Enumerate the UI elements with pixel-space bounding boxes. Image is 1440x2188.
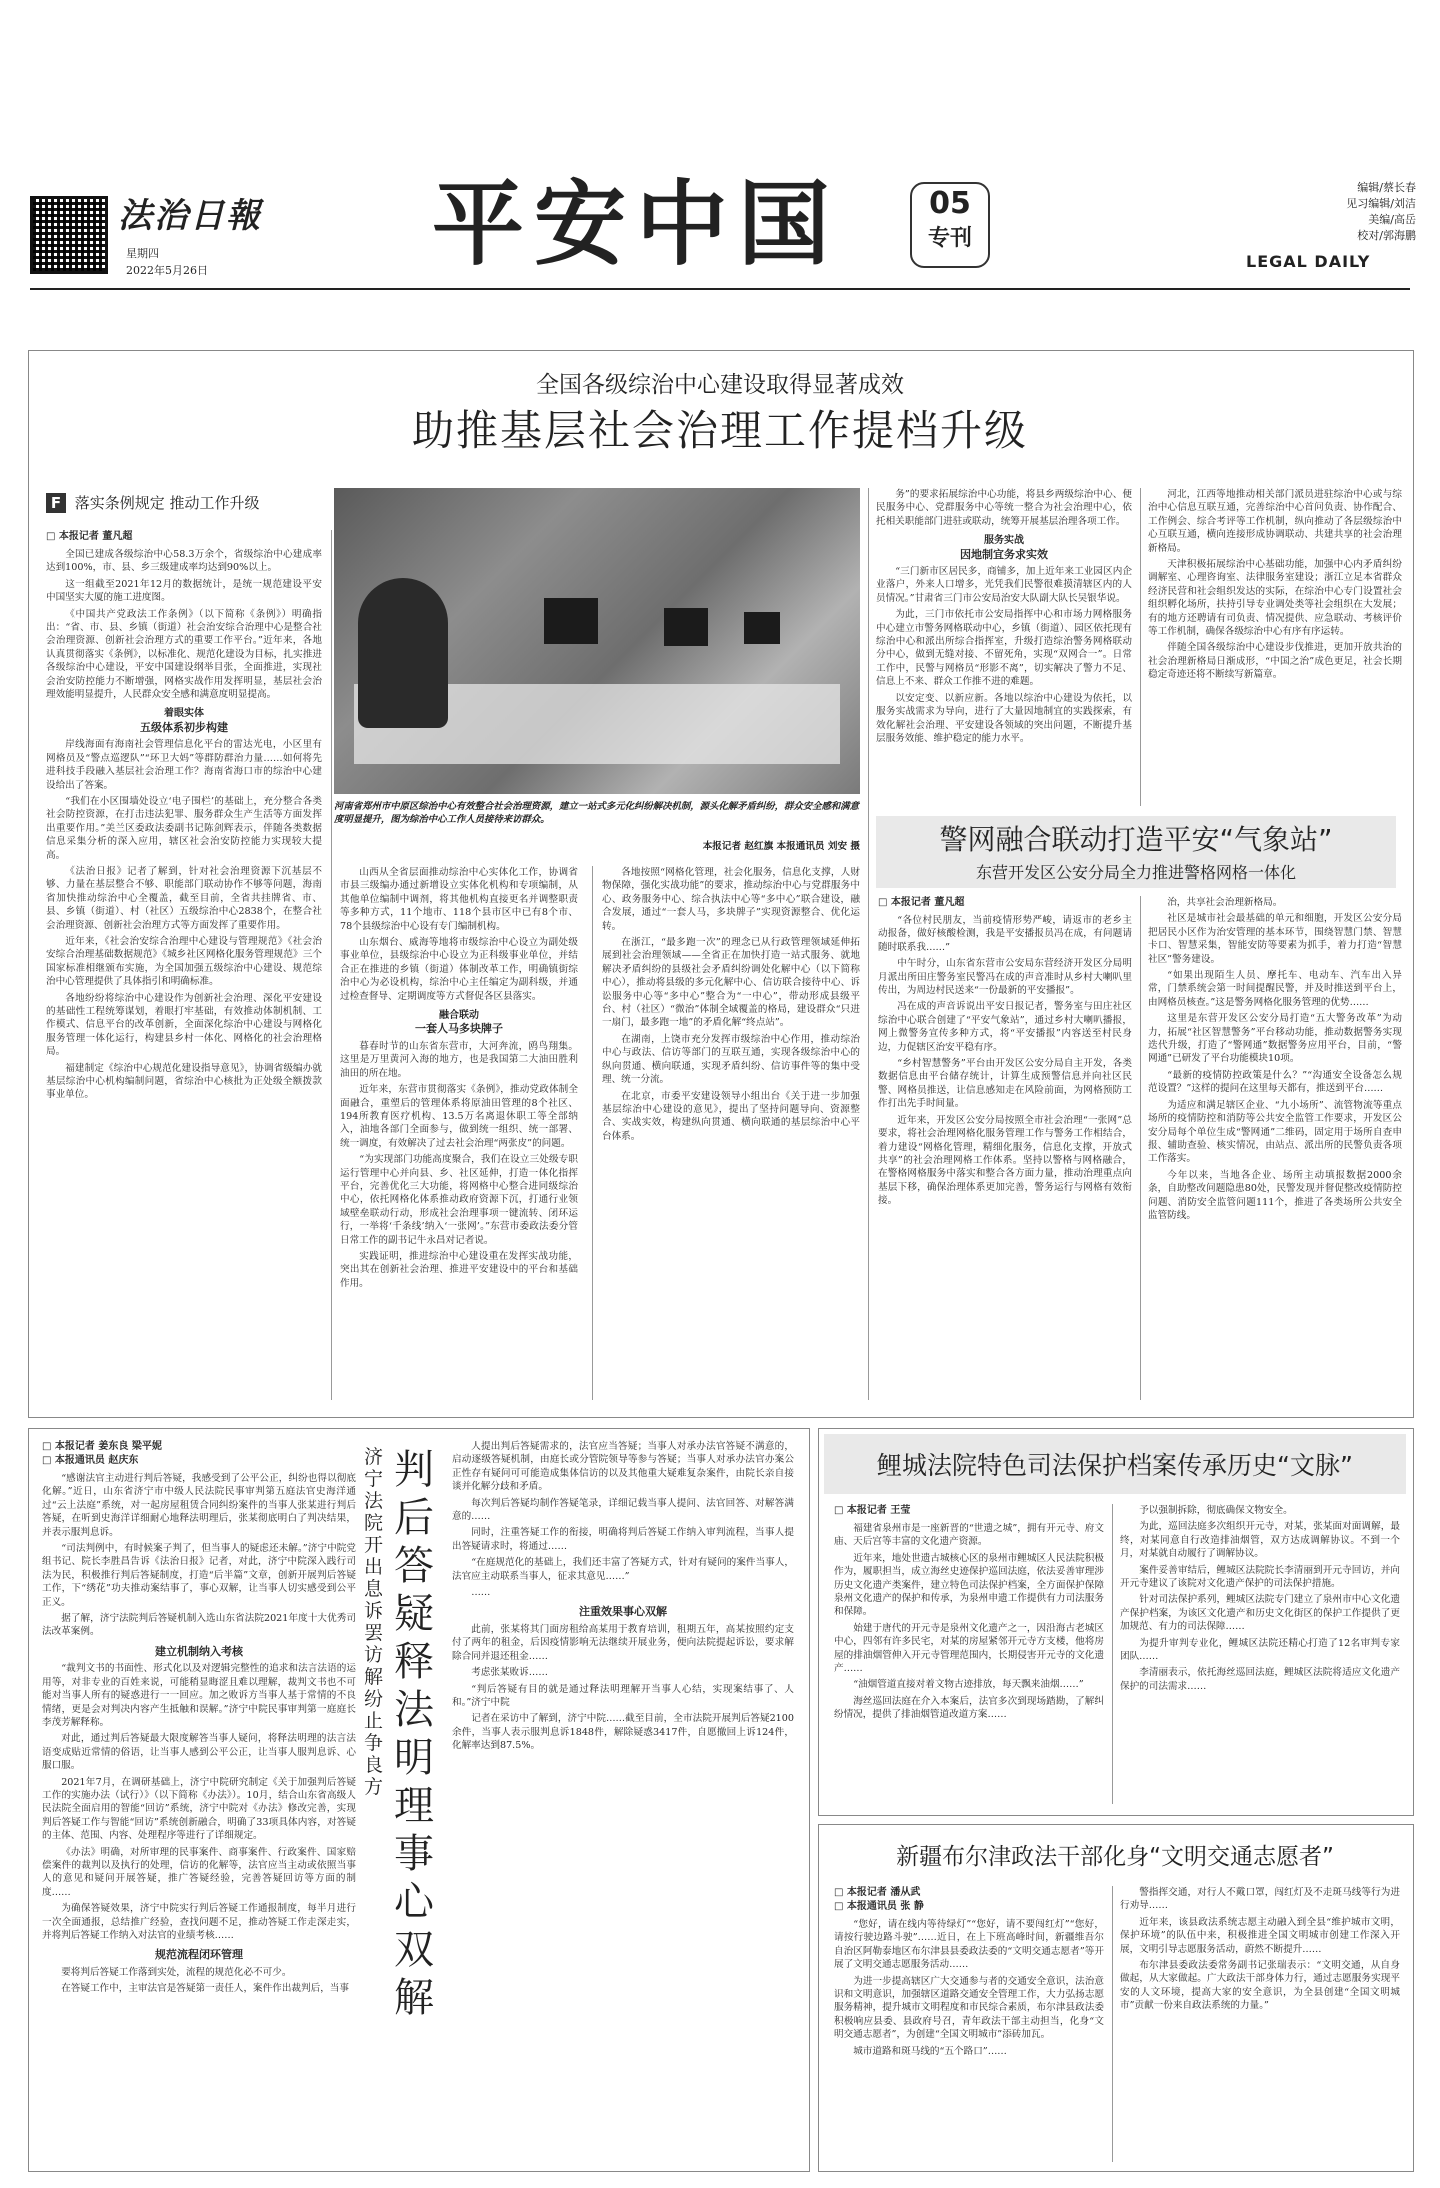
paragraph: “裁判文书的书面性、形式化以及对逻辑完整性的追求和法言法语的运用等，对非专业的百姓来说，可能稍显晦涩且难以理解，裁判文书也不可能对当事人所有的疑惑进行一一回应。加之败诉方当事人基于常情的不良情绪，更是会对判决内容产生抵触和误解。”济宁中院民事审判第一庭庭长李茂芳解释称。 xyxy=(42,1663,356,1728)
lead-kicker: 全国各级综治中心建设取得显著成效 xyxy=(536,372,904,398)
paragraph: 2021年7月，在调研基础上，济宁中院研究制定《关于加强判后答疑工作的实施办法（试行）》（以下简称《办法》）。10月，结合山东省高级人民法院全面启用的智能“回访”系统，济宁中院对《办法》修改完善，实现判后答疑工作与智能“回访”系统创新融合，明确了33项具体内容，对答疑的主体、范围、内容、处理程序等进行了详细规定。 xyxy=(42,1776,356,1842)
story2-subhead: 东营开发区公安分局全力推进警格网格一体化 xyxy=(975,863,1296,882)
paragraph: 《法治日报》记者了解到，针对社会治理资源下沉基层不够、力量在基层整合不够、职能部门联动协作不够等问题，海南省加快推动综治中心全覆盖，截至目前，全省共挂牌省、市、县、乡镇（街道）、村（社区）五级综治中心2838个，在整合社会治理资源、创新社会治理方式等方面发挥了重要作用。 xyxy=(46,865,322,931)
subhead: 注重效果事心双解 xyxy=(579,1605,667,1619)
page-number: 05 xyxy=(929,186,971,221)
page-type: 专刊 xyxy=(927,226,972,251)
paragraph: 近年来，该县政法系统志愿主动融入到全县“维护城市文明，保护环境”的队伍中来，积极推进全国文明城市创建工作深入开展，文明引导志愿服务活动，蔚然不断提升…… xyxy=(1120,1916,1400,1955)
paragraph: 在湖南，上饶市充分发挥市级综治中心作用，推动综治中心与政法、信访等部门的互联互通，实现各级综治中心的纵向贯通、横向联通，实现矛盾纠纷、信访事件等的集中受理、统一分流。 xyxy=(602,1033,860,1086)
paragraph: “三门新市区居民多，商铺多，加上近年来工业园区内企业落户，外来人口增多，光凭我们民警很难摸清辖区内的人员情况。”甘肃省三门市公安局治安大队副大队长吴银华说。 xyxy=(876,566,1132,604)
issue-date: 2022年5月26日 xyxy=(126,264,208,277)
story4-headline: 鲤城法院特色司法保护档案传承历史“文脉” xyxy=(877,1451,1353,1480)
paragraph: 警指挥交通，对行人不戴口罩，闯红灯及不走斑马线等行为进行劝导…… xyxy=(1120,1887,1400,1912)
paragraph: “为实现部门功能高度聚合，我们在设立三处级专职运行管理中心并向县、乡、社区延伸，打造一体化指挥平台，完善优化三大功能，将网格中心整合进同级综治中心，依托网格化体系推动政府资源下沉，打通行业领域壁垒联动行动，形成社会治理事项一键流转、闭环运行，一举将‘千条线’纳入‘一张网’。”东营市委政法委分管日常工作的副书记牛永昌对记者说。 xyxy=(340,1154,578,1246)
column-rule xyxy=(1112,1886,1113,2162)
paragraph: “最新的疫情防控政策是什么？”“沟通安全设备怎么规范设置？”这样的提问在这里每天都有，推送到平台…… xyxy=(1148,1069,1402,1095)
lead-column-3 xyxy=(602,866,860,1400)
paragraph: 以安定变、以新应新。各地以综治中心建设为依托，以服务实战需求为导向，进行了大量因地制宜的实践探索，有效化解社会治理、平安建设各领域的突出问题，不断提升基层服务效能、维护稳定的能力水平。 xyxy=(876,692,1132,744)
story5-headline: 新疆布尔津政法干部化身“文明交通志愿者” xyxy=(896,1844,1334,1870)
paragraph: “各位村民朋友，当前疫情形势严峻，请返市的老乡主动报备，做好核酸检测，我是平安播报员冯在成，有问题请随时联系我……” xyxy=(878,915,1132,953)
paragraph: 近年来，开发区公安分局按照全市社会治理“一张网”总要求，将社会治理网格化服务管理工作与警务工作相结合，着力建设“网格化管理，精细化服务，信息化支撑，开放式共享”的社会治理网格工作体系。坚持以警格与网格融合，在警格网格服务中落实和整合各方面力量，推动治理重点向基层下移，确保治理体系更加完善，警务运行与网格有效衔接。 xyxy=(878,1114,1132,1207)
paragraph: 福建制定《综治中心规范化建设指导意见》，协调省级编办就基层综治中心机构编制问题，省综治中心核批为正处级全额拨款事业单位。 xyxy=(46,1062,322,1101)
column-rule xyxy=(592,866,593,1400)
subhead: 一套人马多块牌子 xyxy=(415,1022,503,1036)
paragraph: 海丝巡回法庭在介入本案后，法官多次到现场踏勘，了解纠纷情况，提供了排油烟管道改道方案…… xyxy=(834,1695,1104,1721)
story5-column-2 xyxy=(1120,1886,1400,2162)
paragraph: 人提出判后答疑需求的，法官应当答疑；当事人对承办法官答疑不满意的，启动逐级答疑机制，由庭长或分管院领导等参与答疑；当事人对承办法官办案公正性存有疑问可可能造成集体信访的以及其他重大疑难复杂案件，由院长亲自接谈并化解分歧和矛盾。 xyxy=(452,1441,794,1493)
story4-column-2 xyxy=(1120,1504,1400,1804)
qr-code xyxy=(30,196,108,274)
column-rule xyxy=(868,488,869,1400)
column-rule xyxy=(1112,1504,1113,1804)
paragraph: “我们在小区围墙处设立‘电子围栏’的基础上，充分整合各类社会防控资源，在打击违法犯罪、服务群众生产生活等方面发挥出重要作用。”美兰区委政法委副书记陈剑辉表示，伴随各类数据信息采集分析的深入应用，辖区社会治安防控能力实现较大提高。 xyxy=(46,795,322,861)
paragraph: 为此，巡回法庭多次组织开元寺，对某，张某面对面调解，最终，对某同意自行改造排油烟管，双方达成调解协议。不到一个月，对某就自动履行了调解协议。 xyxy=(1120,1521,1400,1560)
column-rule xyxy=(1140,488,1141,806)
paragraph: “在庭规范化的基础上，我们还丰富了答疑方式，针对有疑问的案件当事人，法官应主动联系当事人，征求其意见……” xyxy=(452,1557,794,1582)
paragraph: 河北，江西等地推动相关部门派员进驻综治中心或与综治中心信息互联互通，完善综治中心首问负责、协作配合、工作例会、综合考评等工作机制，纵向推动了各层级综治中心互联互通，横向连接形成协调联动、共建共享的社会治理新格局。 xyxy=(1148,489,1402,554)
monitor xyxy=(744,612,780,644)
paper-name: 法治日報 xyxy=(118,196,262,236)
paragraph: 天津积极拓展综治中心基础功能，加强中心内矛盾纠纷调解室、心理咨询室、法律服务室建设；浙江立足本省群众经济民营和社会组织发达的实际，在综治中心专门设置社会组织孵化场所，扶持引导专业调处类等社会组织在大发展；有的地方还聘请有司负责、情况提供、应急联动、考核评价等工作机制，确保各级综治中心有序有序运转。 xyxy=(1148,559,1402,638)
paragraph: 予以强制拆除，彻底确保文物安全。 xyxy=(1139,1505,1293,1516)
paragraph: 这里是东营开发区公安分局打造“五大警务改革”为动力，拓展“社区智慧警务”平台移动功能，推动数据警务实现迭代升级，打造了“警网通”数据警务应用平台，目前，“警网通”已研发了平台功能模块10项。 xyxy=(1148,1013,1402,1065)
paragraph: 针对司法保护系列，鲤城区法院专门建立了泉州市中心文化遗产保护档案，为该区文化遗产和历史文化街区的保护工作提供了更加规范、有力的司法保障…… xyxy=(1120,1594,1400,1633)
lead-column-4 xyxy=(876,488,1132,806)
weekday: 星期四 xyxy=(126,247,159,260)
paragraph: “判后答疑有目的就是通过释法明理解开当事人心结，实现案结事了、人和。”济宁中院 xyxy=(452,1683,794,1708)
paragraph: 山西从全省层面推动综治中心实体化工作，协调省市县三级编办通过新增设立实体化机构和专项编制，从其他单位编制中调剂，将其他机构直接更名并调整职责等多种方式，11个地市、118个县市区中已有8个市、78个县级综治中心设有专门编制机构。 xyxy=(340,867,578,932)
paragraph: 福建省泉州市是一座新晋的“世遗之城”，拥有开元寺、府文庙、天后宫等丰富的文化遗产资源。 xyxy=(834,1523,1104,1548)
paragraph: 这一组截至2021年12月的数据统计，是统一规范建设平安中国坚实大厦的施工进度图。 xyxy=(46,578,322,604)
story3-byline-2: □ 本报通讯员 赵庆东 xyxy=(42,1455,139,1466)
lead-byline: □ 本报记者 董凡超 xyxy=(46,531,133,542)
paragraph: 山东烟台、威海等地将市级综治中心设立为副处级事业单位，县级综治中心设立为正科级事业单位，并结合正在推进的乡镇（街道）体制改革工作，明确镇街综治中心为必设机构，综治中心主任编定为副科级，并通过检查督导、定期调度等方式督促各区县落实。 xyxy=(340,937,578,1002)
story3-headline: 判后答疑释法明理事心双解 xyxy=(394,1447,434,2021)
paragraph: 李清丽表示，依托海丝巡回法庭，鲤城区法院将适应文化遗产保护的司法需求…… xyxy=(1120,1667,1400,1692)
paragraph: “如果出现陌生人员、摩托车、电动车、汽车出入异常，门禁系统会第一时间提醒民警，并及时推送到平台上，由网格员核查。”这是警务网格化服务管理的优势…… xyxy=(1148,970,1402,1008)
trainee-editor: 见习编辑/刘洁 xyxy=(1346,197,1416,210)
story3-subhead: 济宁法院开出息诉罢访解纷止争良方 xyxy=(364,1446,384,1798)
paragraph: 《中国共产党政法工作条例》（以下简称《条例》）明确指出：“省、市、县、乡镇（街道）社会治安综合治理中心是整合社会治理资源、创新社会治理方式的重要工作平台。”近年来，各地认真贯彻落实《条例》，以标准化、规范化建设为目标，扎实推进各级综治中心建设，平安中国建设纲举目张，全面推进，实现社会治安防控能力不断增强，网格实战作用发挥明显，基层社会治理效能明显提升，人民群众安全感和满意度明显提高。 xyxy=(46,608,322,701)
paragraph: 为确保答疑效果，济宁中院实行判后答疑工作通报制度，每半月进行一次全面通报，总结推广经验，查找问题不足，推动答疑工作走深走实，并将判后答疑工作纳入对法官的业绩考核…… xyxy=(42,1903,356,1941)
story4-column-1 xyxy=(834,1504,1104,1804)
art-editor: 美编/高岳 xyxy=(1368,213,1416,226)
subhead: 规范流程闭环管理 xyxy=(155,1948,243,1962)
paragraph: “油烟管道直接对着文物古迹排放，每天飘来油烟……” xyxy=(853,1679,1084,1691)
lead-column-5 xyxy=(1148,488,1402,806)
lead-headline: 助推基层社会治理工作提档升级 xyxy=(411,406,1028,455)
paragraph: 城市道路和斑马线的“五个路口”…… xyxy=(853,2045,1007,2057)
paragraph: 案件妥善审结后，鲤城区法院院长李清丽到开元寺回访，并向开元寺建议了该院对文化遗产保护的司法保护措施。 xyxy=(1120,1564,1400,1590)
subhead-kicker: 融合联动 xyxy=(439,1010,479,1022)
subhead: 五级体系初步构建 xyxy=(140,720,228,734)
paragraph: 每次判后答疑均制作答疑笔录，详细记载当事人提问、法官回答、对解答满意的…… xyxy=(452,1497,794,1523)
paragraph: 对此，通过判后答疑最大限度解答当事人疑问，将释法明理的法言法语变成贴近常情的俗语，让当事人感到公平公正，让当事人服判息诉、心服口服。 xyxy=(42,1733,356,1772)
paragraph: 中午时分，山东省东营市公安局东营经济开发区分局明月派出所田庄警务室民警冯在成的声音准时从乡村大喇叭里传出，为周边村民送来“一份最新的平安播报”。 xyxy=(878,958,1132,997)
subhead: 因地制宜务求实效 xyxy=(960,547,1048,561)
paragraph: 各地纷纷将综治中心建设作为创新社会治理、深化平安建设的基础性工程统筹谋划，着眼打牢基础，有效推动体制机制、工作模式、信息平台的改革创新，全面深化综治中心建设与网格化服务管理一体化运行，构建县乡村一体化、网格化的社会治理格局。 xyxy=(46,992,322,1058)
subhead: 建立机制纳入考核 xyxy=(155,1644,243,1658)
english-name: LEGAL DAILY xyxy=(1246,252,1371,271)
lead-column-1 xyxy=(46,530,322,1400)
paragraph: 为提升审判专业化，鲤城区法院还精心打造了12名审判专家团队…… xyxy=(1120,1637,1400,1663)
photo-caption: 河南省郑州市中原区综治中心有效整合社会治理资源，建立一站式多元化纠纷解决机制，源头化解矛盾纠纷，群众安全感和满意度明显提升，图为综治中心工作人员接待来访群众。 xyxy=(334,801,860,825)
section-label-text: 落实条例规定 推动工作升级 xyxy=(74,494,260,512)
paragraph: 为适应和满足辖区企业、“九小场所”、流管物流等重点场所的疫情防控和消防等公共安全监管工作要求，开发区公安分局每个单位生成“警网通”二维码，固定用于场所自查申报、辅助查验、核实情况，由站点、派出所的民警负责各项工作落实。 xyxy=(1148,1099,1402,1165)
paragraph: 社区是城市社会最基础的单元和细胞，开发区公安分局把居民小区作为治安管理的基本环节，围绕智慧门禁、智慧卡口、智慧采集，智能安防等要素为抓手，着力打造“智慧社区”警务建设。 xyxy=(1148,913,1402,965)
paragraph: 要将判后答疑工作落到实处，流程的规范化必不可少。 xyxy=(61,1966,292,1978)
story3-byline-1: □ 本报记者 姜东良 梁平妮 xyxy=(42,1441,162,1452)
proofreader: 校对/郭海鹏 xyxy=(1357,229,1416,242)
story2-headline: 警网融合联动打造平安“气象站” xyxy=(939,823,1333,856)
paragraph: 近年来，《社会治安综合治理中心建设与管理规范》《社会治安综合治理基础数据规范》《城乡社区网格化服务管理规范》三个国家标准相继颁布实施，为全国加强五级综治中心建设、规范综治中心管理提供了具体指引和明确标准。 xyxy=(46,935,322,988)
paragraph: 务”的要求拓展综治中心功能，将县乡两级综治中心、便民服务中心、党群服务中心等统一整合为社会治理中心，依托相关职能部门进驻或联动，统筹开展基层治理各项工作。 xyxy=(876,489,1132,527)
story4-byline: □ 本报记者 王莹 xyxy=(834,1505,911,1516)
section-label-icon: F xyxy=(46,493,66,513)
paragraph: 今年以来，当地各企业、场所主动填报数据2000余条，自助整改问题隐患80处，民警发现并督促整改疫情防控问题、消防安全监管问题111个，推进了各类场所公共安全监管防线。 xyxy=(1148,1169,1402,1221)
subhead-kicker: 服务实战 xyxy=(984,535,1024,547)
photo-credit: 本报记者 赵红旗 本报通讯员 刘安 摄 xyxy=(702,841,860,852)
column-rule xyxy=(1140,896,1141,1400)
paragraph: …… xyxy=(471,1587,491,1599)
paragraph: 据了解，济宁法院判后答疑机制入选山东省法院2021年度十大优秀司法改革案例。 xyxy=(42,1613,356,1638)
editor: 编辑/蔡长春 xyxy=(1357,181,1416,194)
story2-byline: □ 本报记者 董凡超 xyxy=(878,897,965,908)
paragraph: 同时，注重答疑工作的衔接，明确将判后答疑工作纳入审判流程，当事人提出答疑请求时，将通过…… xyxy=(452,1527,794,1552)
section-label xyxy=(46,492,260,513)
paragraph: 近年来，东营市贯彻落实《条例》，推动党政体制全面融合，重塑后的管理体系将原油田管理的8个社区、194所教育医疗机构、13.5万名离退休职工等全部纳入，油地各部门全面参与，做到统一组织、统一部署、统一调度，有效解决了过去社会治理“两张皮”的问题。 xyxy=(340,1084,578,1149)
paragraph: 岸线海面有海南社会管理信息化平台的雷达光电，小区里有网格员及“警点巡逻队”“环卫大妈”等群防群治力量……如何将先进科技手段融入基层社会治理工作？海南省海口市的综治中心建设给出了答案。 xyxy=(46,739,322,791)
story3-column-2 xyxy=(452,1440,794,2160)
paragraph: 治，共享社会治理新格局。 xyxy=(1167,897,1283,908)
paragraph: 全国已建成各级综治中心58.3万余个，省级综治中心建成率达到100%，市、县、乡三级建成率均达到90%以上。 xyxy=(46,549,322,574)
editor-credits xyxy=(1316,180,1416,244)
paragraph: “司法判例中，有时候案子判了，但当事人的疑虑还未解。”济宁中院党组书记、院长李胜昌告诉《法治日报》记者，对此，济宁中院深入践行司法为民，积极推行判后答疑制度，打造“后半篇”文章，创新开展判后答疑工作，下“绣花”功夫推动案结事了，事心双解，让当事人切实感受到公平正义。 xyxy=(42,1543,356,1608)
paragraph: 为此，三门市依托市公安局指挥中心和市场力网格服务中心建立市警务网格联动中心，乡镇（街道）、园区依托现有综治中心和派出所综合指挥室，升级打造综治警务网格联动分中心，做到无缝对接、不留死角，实现“双网合一”。日常工作中，民警与网格员“形影不离”，切实解决了警力不足、信息上不来、群众工作推不进的难题。 xyxy=(876,609,1132,688)
paragraph: 实践证明，推进综治中心建设重在发挥实战功能，突出其在创新社会治理、推进平安建设中的平台和基础作用。 xyxy=(340,1250,578,1289)
lead-column-2 xyxy=(340,866,578,1400)
story2-column-2 xyxy=(1148,896,1402,1400)
section-title: 平安中国 xyxy=(432,171,841,278)
paragraph: 近年来，地处世遗古城核心区的泉州市鲤城区人民法院积极作为，履职担当，成立海丝史迹保护巡回法庭，依法妥善审理涉历史文化遗产类案件，建立特色司法保护档案，全方面保护保障泉州文化遗产的保护和传承，为泉州申遗工作提供有力司法服务和保障。 xyxy=(834,1552,1104,1618)
story5-byline-1: □ 本报记者 潘从武 xyxy=(834,1887,921,1898)
paragraph: 在答疑工作中，主审法官是答疑第一责任人，案件作出裁判后，当事 xyxy=(61,1983,349,1995)
subhead-kicker: 着眼实体 xyxy=(164,708,204,720)
paragraph: “您好，请在线内等待绿灯”“您好，请不要闯红灯”“您好，请按行驶边路斗驶”……近日，在上下班高峰时间，新疆维吾尔自治区阿勒泰地区布尔津县县委政法委的“文明交通志愿者”等开展了文明交通志愿服务活动…… xyxy=(834,1919,1104,1971)
paragraph: “感谢法官主动进行判后答疑，我感受到了公平公正，纠纷也得以彻底化解。”近日，山东省济宁市中级人民法院民事审判第五庭法官史海洋通过“云上法庭”系统，对一起房屋租赁合同纠纷案件的当事人张某进行判后答疑，在听到史海洋详细耐心地释法明理后，张某彻底明白了判决结果，并表示服判息诉。 xyxy=(42,1473,356,1538)
monitor xyxy=(544,598,598,644)
paragraph: 布尔津县委政法委常务副书记张瑞表示：“文明交通，从自身做起，从大家做起。广大政法干部身体力行，通过志愿服务实现平安的人文环境，提高大家的安全意识，为全县创建“全国文明城市”贡献一份来自政法系统的力量。” xyxy=(1120,1960,1400,2012)
news-photo xyxy=(334,488,860,794)
story2-column-1 xyxy=(878,896,1132,1400)
paragraph: 此前，张某将其门面房租给高某用于教育培训，租期五年，高某按照约定支付了两年的租金，后因疫情影响无法继续开展业务，便向法院提起诉讼，要求解除合同并退还租金…… xyxy=(452,1623,794,1662)
paragraph: 伴随全国各级综治中心建设步伐推进，更加开放共治的社会治理新格局日渐成形，“中国之治”成色更足，社会长期稳定奇迹还将不断续写新篇章。 xyxy=(1148,642,1402,681)
paragraph: 为进一步提高辖区广大交通参与者的交通安全意识，法治意识和文明意识，加强辖区道路交通安全管理工作，大力弘扬志愿服务精神，提升城市文明程度和市民综合素质，布尔津县政法委积极响应县委、县政府号召，青年政法干部主动担当，化身“文明交通志愿者”，为创建“全国文明城市”添砖加瓦。 xyxy=(834,1975,1104,2041)
paragraph: 在浙江，“最多跑一次”的理念已从行政管理领域延伸拓展到社会治理领域——全省正在加快打造一站式服务、就地解决矛盾纠纷的县级社会矛盾纠纷调处化解中心（以下简称中心），推动将县级的多元化解中心、信访联合接待中心、诉讼服务中心等“多中心”整合为“一中心”，带动形成县级平台、村（社区）“微治”体制全域覆盖的格局，建设群众“只进一扇门，最多跑一地”的矛盾化解“终点站”。 xyxy=(602,937,860,1029)
column-rule xyxy=(331,530,332,1400)
story3-column-1 xyxy=(42,1440,356,2160)
paragraph: 记者在采访中了解到，济宁中院……截至目前，全市法院开展判后答疑2100余件，当事人表示服判息诉1848件，解除疑惑3417件，自愿撤回上诉124件，化解率达到87.5%。 xyxy=(452,1713,794,1752)
masthead-rule xyxy=(30,288,1410,290)
paragraph: 冯在成的声音诉说出平安日报记者，警务室与田庄社区综治中心联合创建了“平安气象站”，通过乡村大喇叭播报，网上微警务宣传多种方式，将“平安播报”内容送至村民身边，力促辖区治安平稳有序。 xyxy=(878,1001,1132,1053)
paragraph: 暮春时节的山东省东营市，大河奔流，鸥鸟翔集。这里是万里黄河入海的地方，也是我国第二大油田胜利油田的所在地。 xyxy=(340,1040,578,1079)
paragraph: 《办法》明确，对所审理的民事案件、商事案件、行政案件、国家赔偿案件的裁判以及执行的处理，信访的化解等，法官应当主动或依照当事人的意见和疑问开展答疑，推广答疑经验，完善答疑回访等方面的制度…… xyxy=(42,1846,356,1898)
page-badge xyxy=(910,182,990,268)
paragraph: “乡村智慧警务”平台由开发区公安分局自主开发，各类数据信息由平台储存统计，计算生成预警信息并向社区民警、网格员推送，让信息感知走在风险前面，为网格预防工作打出先手时间量。 xyxy=(878,1058,1132,1110)
paragraph: 考虑张某败诉…… xyxy=(471,1667,548,1679)
paragraph: 始建于唐代的开元寺是泉州文化遗产之一，因沿海古老城区中心，四邻有许多民宅，对某的房屋紧邻开元寺方支楼，他将房屋的排油烟管伸入开元寺管理范围内，长期侵害开元寺的文化遗产…… xyxy=(834,1622,1104,1675)
story5-column-1 xyxy=(834,1886,1104,2162)
paragraph: 在北京，市委平安建设领导小组出台《关于进一步加强基层综治中心建设的意见》，提出了坚持问题导向、资源整合、实战实效，构建纵向贯通、横向联通的基层综治中心平台体系。 xyxy=(602,1090,860,1142)
person xyxy=(358,578,448,728)
paragraph: 各地按照“网格化管理，社会化服务，信息化支撑，人财物保障，强化实战功能”的要求，推动综治中心与党群服务中心、政务服务中心、综合执法中心等“多中心”联合建设，融合发展，通过“一套人马，多块牌子”实现资源整合、优化运转。 xyxy=(602,867,860,932)
story5-byline-2: □ 本报通讯员 张 静 xyxy=(834,1901,924,1912)
monitor xyxy=(664,608,708,646)
